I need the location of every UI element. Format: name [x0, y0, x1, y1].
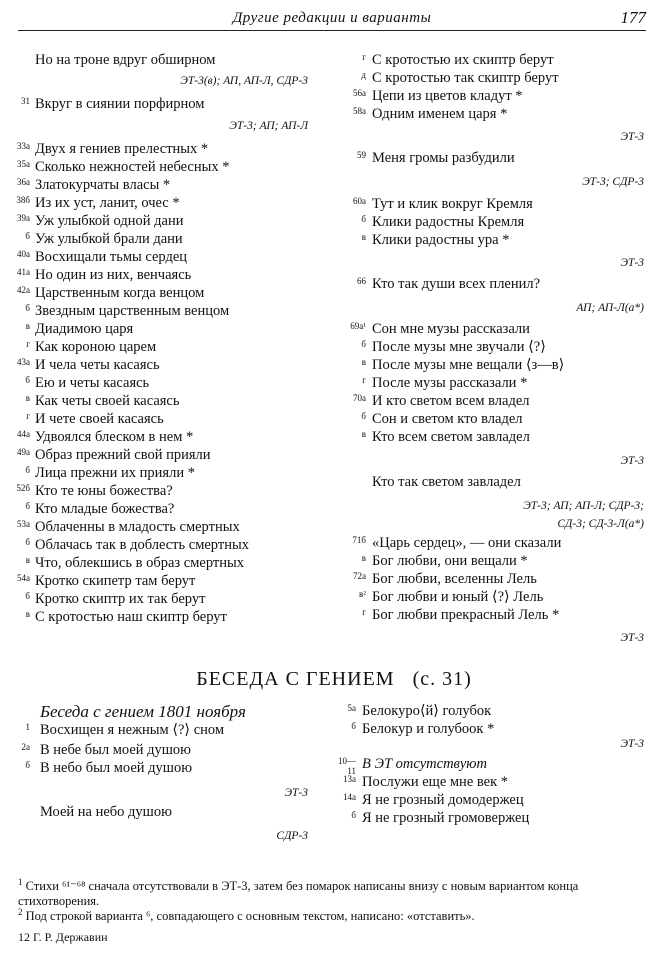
line-number: в: [361, 232, 366, 242]
line-number: в²: [359, 589, 366, 599]
line-number: в: [361, 429, 366, 439]
verse-line: Я не грозный громовержец: [362, 810, 530, 826]
line-number: б: [361, 411, 366, 421]
source-siglum: ЭТ-3: [620, 131, 644, 143]
line-number: г: [362, 607, 366, 617]
verse-line: Кто так души всех пленил?: [372, 276, 541, 292]
line-number: в: [25, 555, 30, 565]
line-number: б: [25, 760, 30, 770]
verse-line: Я не грозный домодержец: [362, 792, 524, 808]
line-number: б: [25, 591, 30, 601]
verse-line: Цепи из цветов кладут *: [372, 88, 523, 104]
verse-line: Вкруг в сиянии порфирном: [35, 96, 205, 112]
verse-line: В небе был моей душою: [40, 742, 192, 758]
verse-line: И чете своей касаясь: [35, 411, 164, 427]
line-number: 69а¹: [350, 321, 366, 331]
verse-line: Кто так светом завладел: [372, 474, 521, 490]
line-number: 35а: [17, 159, 30, 169]
line-number: 39а: [17, 213, 30, 223]
line-number: 71б: [352, 535, 366, 545]
line-number: 33а: [17, 141, 30, 151]
verse-line: Меня громы разбудили: [372, 150, 515, 166]
verse-line: Лица прежни их прияли *: [35, 465, 195, 481]
verse-line: Удвоялся блеском в нем *: [35, 429, 194, 445]
line-number: 42а: [17, 285, 30, 295]
poem-subtitle: Беседа с гением 1801 ноября: [40, 702, 246, 721]
line-number: 49а: [17, 447, 30, 457]
line-number: б: [25, 303, 30, 313]
line-number: б: [25, 375, 30, 385]
line-number: 70а: [353, 393, 366, 403]
verse-line: Кротко скипетр там берут: [35, 573, 196, 589]
verse-line: Кто всем светом завладел: [372, 429, 530, 445]
line-number: б: [25, 465, 30, 475]
source-siglum: ЭТ-3: [620, 632, 644, 644]
verse-line: Диадимою царя: [35, 321, 134, 337]
line-number: 36а: [17, 177, 30, 187]
line-number: 43а: [17, 357, 30, 367]
verse-line: Уж улыбкой одной дани: [35, 213, 184, 229]
line-number: д: [361, 70, 366, 80]
line-number: 53а: [17, 519, 30, 529]
source-siglum: ЭТ-3; СДР-3: [582, 176, 644, 188]
verse-line: Как короною царем: [35, 339, 157, 355]
footnote-number: 2: [18, 907, 23, 917]
verse-line: После музы рассказали *: [372, 375, 528, 391]
signature-line: 12 Г. Р. Державин: [18, 930, 108, 944]
line-number: 40а: [17, 249, 30, 259]
line-number: 72а: [353, 571, 366, 581]
verse-line: Сон и светом кто владел: [372, 411, 523, 427]
verse-line: Клики радостны Кремля: [372, 214, 525, 230]
footnote: [18, 905, 646, 924]
line-number: б: [25, 537, 30, 547]
line-number: 14а: [343, 792, 356, 802]
source-siglum: ЭТ-3: [620, 455, 644, 467]
line-number: 5а: [347, 703, 356, 713]
page-number: 177: [620, 8, 646, 27]
verse-line: Послужи еще мне век *: [362, 774, 508, 790]
line-number: 60а: [353, 196, 366, 206]
verse-line: С кротостью наш скиптр берут: [35, 609, 227, 625]
verse-line: И чела четы касаясь: [35, 357, 160, 373]
footnote-number: 1: [18, 877, 23, 887]
line-number: в: [25, 393, 30, 403]
line-number: 1: [25, 722, 30, 732]
footnote-text: Под строкой варианта ⁶, совпадающего с основным текстом, написано: «отставить».: [22, 909, 475, 924]
line-number: 44а: [17, 429, 30, 439]
verse-line: После музы мне вещали ⟨з—в⟩: [372, 357, 565, 373]
verse-line: Бог любви, вселенны Лель: [372, 571, 537, 587]
line-number: б: [351, 810, 356, 820]
line-number: 31: [21, 96, 30, 106]
verse-line: Клики радостны ура *: [372, 232, 510, 248]
verse-line: Царственным когда венцом: [35, 285, 205, 301]
verse-line: Сколько нежностей небесных *: [35, 159, 230, 175]
verse-line: Златокурчаты власы *: [35, 177, 171, 193]
line-number: б: [25, 231, 30, 241]
verse-line: Облаченны в младость смертных: [35, 519, 240, 535]
verse-line: Ею и четы касаясь: [35, 375, 150, 391]
line-number: 59: [357, 150, 366, 160]
line-number: в: [361, 553, 366, 563]
verse-line: Но один из них, венчаясь: [35, 267, 192, 283]
source-siglum: ЭТ-3: [620, 738, 644, 750]
verse-line: Образ прежний свой прияли: [35, 447, 211, 463]
line-number: б: [361, 214, 366, 224]
verse-line: Тут и клик вокруг Кремля: [372, 196, 533, 212]
verse-line: Бог любви прекрасный Лель *: [372, 607, 560, 623]
line-number: 58а: [353, 106, 366, 116]
section-title: БЕСЕДА С ГЕНИЕМ (с. 31): [196, 668, 472, 690]
verse-line: Облачась так в доблесть смертных: [35, 537, 249, 553]
verse-line: Звездным царственным венцом: [35, 303, 230, 319]
verse-line: Бог любви, они вещали *: [372, 553, 528, 569]
verse-line: С кротостью так скиптр берут: [372, 70, 559, 86]
verse-line: После музы мне звучали ⟨?⟩: [372, 339, 546, 355]
source-siglum: СДР-3: [276, 830, 308, 842]
line-number: 10—11: [338, 756, 356, 776]
verse-line: Что, облекшись в образ смертных: [35, 555, 244, 571]
verse-line: Сон мне музы рассказали: [372, 321, 530, 337]
verse-line: Бог любви и юный ⟨?⟩ Лель: [372, 589, 544, 605]
verse-line: Кто те юны божества?: [35, 483, 173, 499]
verse-line: Двух я гениев прелестных *: [35, 141, 209, 157]
page-header: [18, 8, 646, 31]
verse-line: Но на троне вдруг обширном: [35, 52, 216, 68]
verse-line: Кто младые божества?: [35, 501, 175, 517]
verse-line: Белокур и голубоок *: [362, 721, 495, 737]
line-number: 52б: [16, 483, 30, 493]
verse-line: Восхищали тьмы сердец: [35, 249, 188, 265]
source-siglum: СД-3; СД-3-Л(а*): [557, 518, 644, 530]
line-number: г: [26, 411, 30, 421]
line-number: б: [25, 501, 30, 511]
verse-line: Кротко скиптр их так берут: [35, 591, 206, 607]
verse-line: И кто светом всем владел: [372, 393, 530, 409]
line-number: в: [25, 609, 30, 619]
line-number: 56а: [353, 88, 366, 98]
verse-line: С кротостью их скиптр берут: [372, 52, 554, 68]
line-number: г: [26, 339, 30, 349]
line-number: 41а: [17, 267, 30, 277]
line-number: в: [25, 321, 30, 331]
verse-line: Восхищен я нежным ⟨?⟩ сном: [40, 722, 225, 738]
line-number: 13а: [343, 774, 356, 784]
verse-line: «Царь сердец», — они сказали: [372, 535, 562, 551]
verse-line: Белокуро⟨й⟩ голубок: [362, 703, 492, 719]
source-siglum: ЭТ-3: [620, 257, 644, 269]
line-number: в: [361, 357, 366, 367]
running-title: Другие редакции и варианты: [232, 10, 432, 26]
line-number: 54а: [17, 573, 30, 583]
line-number: г: [362, 52, 366, 62]
verse-line: Из их уст, ланит, очес *: [35, 195, 180, 211]
verse-line: В небо был моей душою: [40, 760, 193, 776]
source-siglum: ЭТ-3; АП; АП-Л; СДР-3;: [523, 500, 644, 512]
source-siglum: ЭТ-3; АП; АП-Л: [229, 120, 308, 132]
verse-line: Уж улыбкой брали дани: [35, 231, 183, 247]
line-number: б: [361, 339, 366, 349]
footnote-text: Стихи ⁶¹⁻⁶⁸ сначала отсутствовали в ЭТ-3, затем без помарок написаны внизу с новым вариантом конца стихотворения.: [18, 879, 579, 909]
source-siglum: АП; АП-Л(а*): [576, 302, 644, 314]
line-number: г: [362, 375, 366, 385]
verse-line: Моей на небо душою: [40, 804, 172, 820]
line-number: б: [351, 721, 356, 731]
verse-line: Одним именем царя *: [372, 106, 508, 122]
line-number: 66: [357, 276, 366, 286]
verse-line: Как четы своей касаясь: [35, 393, 180, 409]
line-number: 2а: [21, 742, 30, 752]
verse-line: В ЭТ отсутствуют: [362, 756, 487, 772]
line-number: 38б: [16, 195, 30, 205]
source-siglum: ЭТ-3: [284, 787, 308, 799]
source-siglum: ЭТ-3(в); АП, АП-Л, СДР-3: [180, 75, 308, 87]
